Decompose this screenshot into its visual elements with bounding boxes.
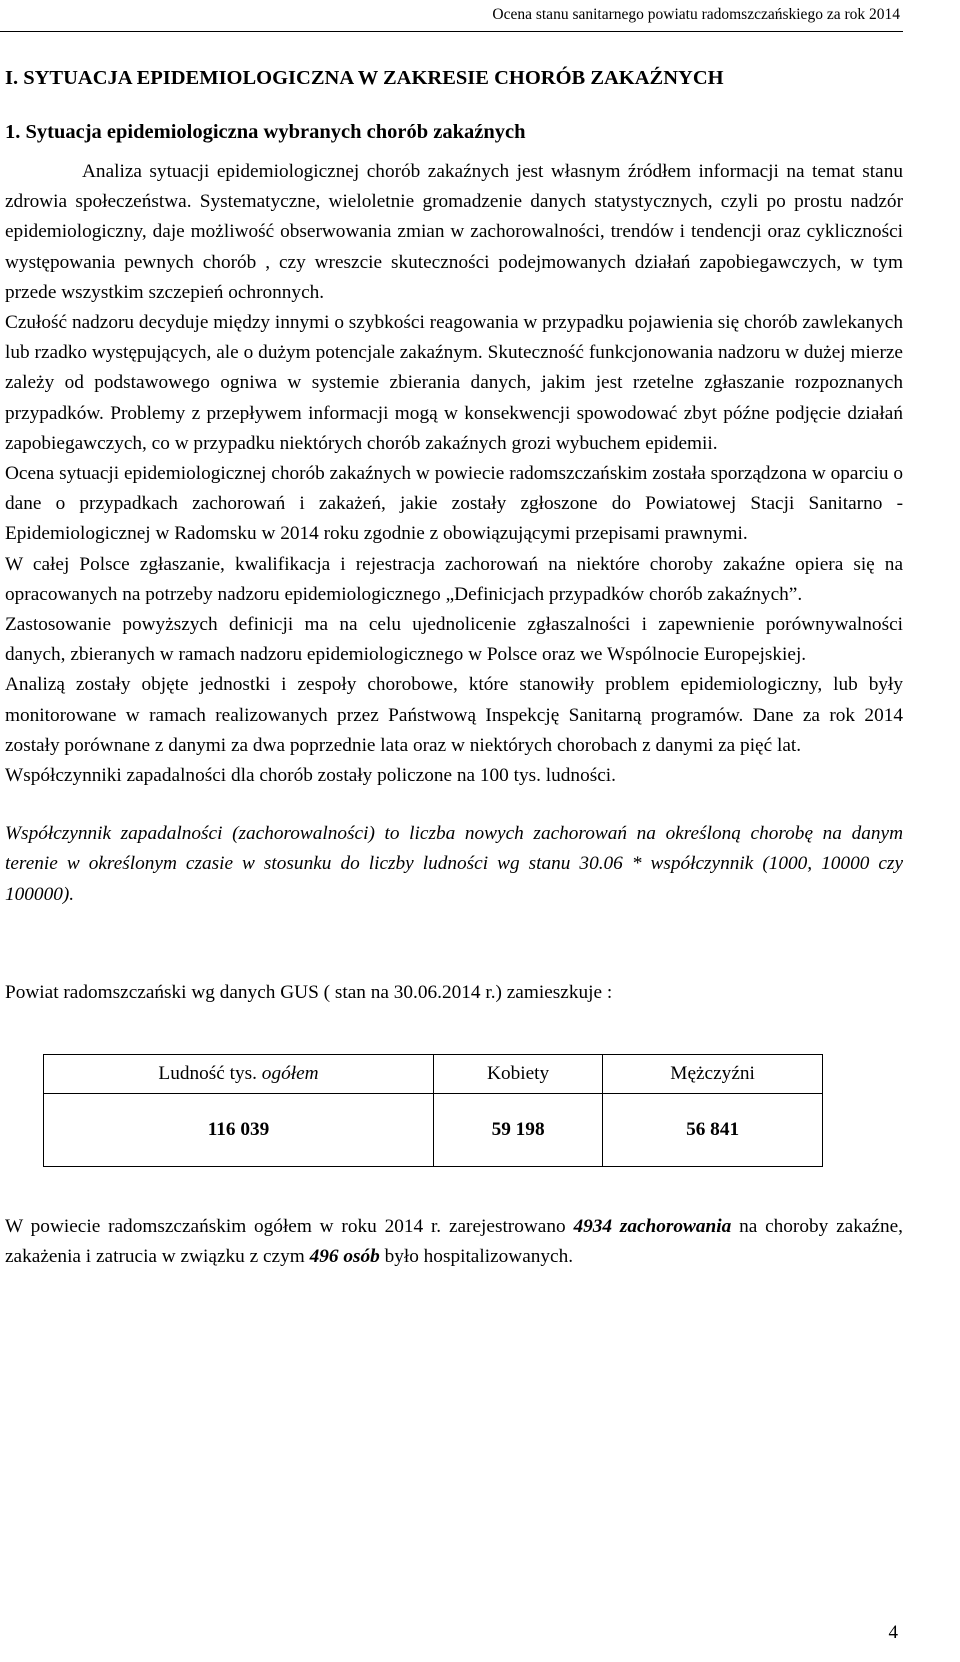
summary-text: było hospitalizowanych. bbox=[379, 1246, 574, 1268]
cases-count: 4934 zachorowania bbox=[573, 1216, 732, 1238]
value-women: 59 198 bbox=[433, 1094, 602, 1167]
paragraph: Analizą zostały objęte jednostki i zespoły chorobowe, które stanowiły problem epidemiologiczny, lub były monitorowane w ramach realizowanych przez Państwową Inspekcję Sanitarną programów. Dane za rok 2014 zostały porównane z danymi za dwa poprzednie lata oraz w niektórych chorobach z danymi za pięć lat. bbox=[5, 674, 903, 756]
value-men: 56 841 bbox=[603, 1094, 823, 1167]
definition-text: Współczynnik zapadalności (zachorowalności) to liczba nowych zachorowań na określoną chorobę na danym terenie w określonym czasie w stosunku do liczby ludności wg stanu 30.06 * współczynnik (1000, 10000 czy 100000). bbox=[5, 823, 903, 905]
page-number: 4 bbox=[888, 1622, 898, 1643]
paragraph: Czułość nadzoru decyduje między innymi o szybkości reagowania w przypadku pojawienia się chorób zawlekanych lub rzadko występujących, ale o dużym potencjale zakaźnym. Skuteczność funkcjonowania nadzoru w dużej mierze zależy od podstawowego ogniwa w systemie zbierania danych, jakim jest rzetelne zgłaszanie rozpoznanych przypadków. Problemy z przepływem informacji mogą w konsekwencji spowodować zbyt późne podjęcie działań zapobiegawczych, co w przypadku niektórych chorób zakaźnych grozi wybuchem epidemii. bbox=[5, 312, 903, 454]
running-header: Ocena stanu sanitarnego powiatu radomszczańskiego za rok 2014 bbox=[492, 6, 900, 23]
table-header-row bbox=[44, 1055, 823, 1094]
paragraph: Zastosowanie powyższych definicji ma na celu ujednolicenie zgłaszalności i zapewnienie porównywalności danych, zbieranych w ramach nadzoru epidemiologicznego w Polsce oraz we Wspólnocie Europejskiej. bbox=[5, 614, 903, 666]
header-women: Kobiety bbox=[433, 1055, 602, 1094]
summary-text: W powiecie radomszczańskim ogółem w roku 2014 r. zarejestrowano bbox=[5, 1216, 574, 1238]
paragraph: Analiza sytuacji epidemiologicznej chorób zakaźnych jest własnym źródłem informacji na temat stanu zdrowia społeczeństwa. Systematyczne, wieloletnie gromadzenie danych statystycznych, czyli po prostu nadzór epidemiologiczny, daje możliwość obserwowania zmian w zachorowalności, trendów i tendencji oraz cykliczności występowania pewnych chorób , czy wreszcie skuteczności podejmowanych działań zapobiegawczych, w tym przede wszystkim szczepień ochronnych. bbox=[5, 161, 903, 303]
summary-text: na choroby zakaźne, zakażenia i zatrucia w związku z czym bbox=[5, 1216, 903, 1268]
header-total-label: Ludność tys. bbox=[158, 1063, 262, 1085]
table-row bbox=[44, 1094, 823, 1167]
header-total-italic: ogółem bbox=[261, 1063, 319, 1085]
header-total bbox=[44, 1055, 434, 1094]
section-title: I. SYTUACJA EPIDEMIOLOGICZNA W ZAKRESIE CHORÓB ZAKAŹNYCH bbox=[5, 67, 724, 89]
document-body bbox=[5, 50, 903, 1273]
subsection-title: 1. Sytuacja epidemiologiczna wybranych chorób zakaźnych bbox=[5, 121, 526, 143]
population-table bbox=[43, 1054, 823, 1167]
paragraph: Współczynniki zapadalności dla chorób zostały policzone na 100 tys. ludności. bbox=[5, 765, 616, 787]
header-divider bbox=[0, 31, 903, 32]
paragraph: W całej Polsce zgłaszanie, kwalifikacja i rejestracja zachorowań na niektóre choroby zakaźne opiera się na opracowanych na potrzeby nadzoru epidemiologicznego „Definicjach przypadków chorób zakaźnych”. bbox=[5, 553, 903, 605]
value-total: 116 039 bbox=[44, 1094, 434, 1167]
summary-paragraph bbox=[5, 1212, 903, 1272]
hospitalized-count: 496 osób bbox=[309, 1246, 380, 1268]
paragraph: Ocena sytuacji epidemiologicznej chorób zakaźnych w powiecie radomszczańskim została sporządzona w oparciu o dane o przypadkach zachorowań i zakażeń, jakie zostały zgłoszone do Powiatowej Stacji Sanitarno - Epidemiologicznej w Radomsku w 2014 roku zgodnie z obowiązującymi przepisami prawnymi. bbox=[5, 463, 903, 545]
header-men: Mężczyźni bbox=[603, 1055, 823, 1094]
population-intro: Powiat radomszczański wg danych GUS ( stan na 30.06.2014 r.) zamieszkuje : bbox=[5, 981, 613, 1003]
